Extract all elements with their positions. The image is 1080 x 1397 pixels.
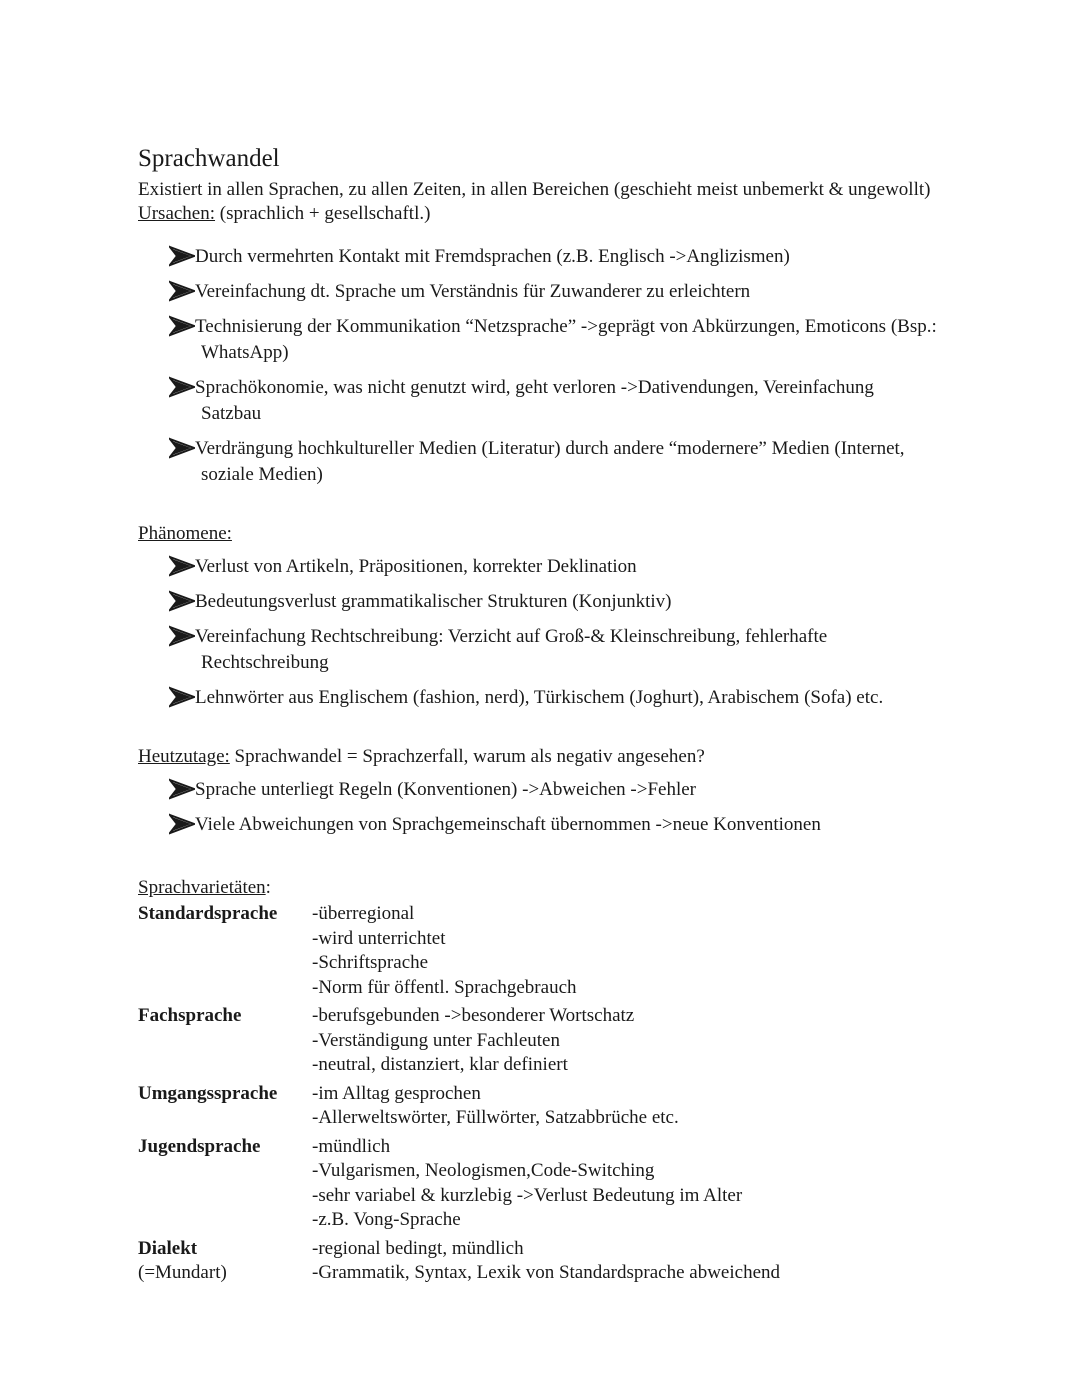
list-item-text: Bedeutungsverlust grammatikalischer Strukturen (Konjunktiv) — [195, 591, 672, 612]
list-item — [138, 314, 938, 366]
arrowhead-bullet-icon — [169, 555, 195, 577]
heutzutage-list — [138, 777, 938, 838]
ursachen-heading — [138, 202, 938, 226]
heutzutage-label: Heutzutage: — [138, 746, 230, 767]
list-item-text: Verlust von Artikeln, Präpositionen, korrekter Deklination — [195, 556, 637, 577]
list-item-text: Durch vermehrten Kontakt mit Fremdsprachen (z.B. Englisch ->Anglizismen) — [195, 246, 790, 267]
list-item — [138, 777, 938, 803]
arrowhead-bullet-icon — [169, 437, 195, 459]
variety-description — [312, 902, 780, 1004]
ursachen-label: Ursachen: — [138, 203, 216, 224]
list-item-text: Vereinfachung dt. Sprache um Verständnis für Zuwanderer zu erleichtern — [195, 281, 751, 302]
page-title: Sprachwandel — [138, 145, 280, 172]
variety-term — [138, 1004, 312, 1082]
list-item — [138, 685, 938, 711]
list-item — [138, 624, 938, 676]
variety-description-line: -Vulgarismen, Neologismen,Code-Switching — [312, 1160, 655, 1181]
variety-description-line: -z.B. Vong-Sprache — [312, 1209, 461, 1230]
variety-description-line: -Norm für öffentl. Sprachgebrauch — [312, 976, 577, 998]
variety-description — [312, 1082, 780, 1135]
arrowhead-bullet-icon — [169, 813, 195, 835]
list-item — [138, 436, 938, 488]
variety-term — [138, 1135, 312, 1237]
arrowhead-bullet-icon — [169, 590, 195, 612]
table-row — [138, 902, 780, 1004]
list-item — [138, 375, 938, 427]
intro-text: Existiert in allen Sprachen, zu allen Zeiten, in allen Bereichen (geschieht meist unbemerkt & ungewollt) — [138, 179, 931, 200]
list-item-text: Verdrängung hochkultureller Medien (Literatur) durch andere “modernere” Medien (Internet, soziale Medien) — [195, 438, 905, 485]
variety-description-line: -überregional — [312, 903, 415, 924]
list-item-text: Lehnwörter aus Englischem (fashion, nerd), Türkischem (Joghurt), Arabischem (Sofa) etc. — [195, 687, 884, 708]
variety-description-line: -neutral, distanziert, klar definiert — [312, 1054, 568, 1075]
arrowhead-bullet-icon — [169, 315, 195, 337]
variety-term-label: Fachsprache — [138, 1005, 242, 1026]
variety-description — [312, 1135, 780, 1237]
variety-description-line: -wird unterrichtet — [312, 927, 446, 949]
ursachen-suffix: (sprachlich + gesellschaftl.) — [215, 203, 431, 224]
variety-term — [138, 1237, 312, 1290]
varietaeten-table — [138, 902, 780, 1290]
variety-description — [312, 1237, 780, 1290]
arrowhead-bullet-icon — [169, 686, 195, 708]
list-item — [138, 589, 938, 615]
arrowhead-bullet-icon — [169, 280, 195, 302]
variety-description-line: -im Alltag gesprochen — [312, 1082, 481, 1104]
variety-term-label: Jugendsprache — [138, 1135, 261, 1157]
heutzutage-suffix: Sprachwandel = Sprachzerfall, warum als negativ angesehen? — [229, 746, 705, 767]
table-row — [138, 1004, 780, 1082]
table-row — [138, 1237, 780, 1290]
variety-term-label: Dialekt — [138, 1237, 198, 1259]
arrowhead-bullet-icon — [169, 376, 195, 398]
variety-term-label: Umgangssprache — [138, 1082, 278, 1104]
varietaeten-colon: : — [265, 877, 271, 898]
variety-term — [138, 1082, 312, 1135]
list-item — [138, 812, 938, 838]
variety-description-line: -mündlich — [312, 1135, 391, 1157]
variety-description-line: -Grammatik, Syntax, Lexik von Standardsprache abweichend — [312, 1262, 780, 1283]
varietaeten-heading — [138, 876, 938, 900]
ursachen-list — [138, 244, 938, 488]
variety-description — [312, 1004, 780, 1082]
list-item — [138, 244, 938, 270]
list-item-text: Vereinfachung Rechtschreibung: Verzicht auf Groß-& Kleinschreibung, fehlerhafte Rechtschreibung — [195, 626, 828, 673]
arrowhead-bullet-icon — [169, 625, 195, 647]
arrowhead-bullet-icon — [169, 245, 195, 267]
variety-description-line: -Verständigung unter Fachleuten — [312, 1029, 560, 1051]
heutzutage-heading — [138, 745, 938, 769]
arrowhead-bullet-icon — [169, 778, 195, 800]
varietaeten-label: Sprachvarietäten — [138, 877, 266, 898]
variety-term — [138, 902, 312, 1004]
variety-description-line: -Allerweltswörter, Füllwörter, Satzabbrüche etc. — [312, 1107, 679, 1128]
variety-term-sub: (=Mundart) — [138, 1262, 227, 1283]
variety-description-line: -regional bedingt, mündlich — [312, 1237, 524, 1259]
document-page — [138, 144, 938, 1290]
list-item — [138, 279, 938, 305]
phaenomene-heading — [138, 522, 938, 546]
variety-description-line: -sehr variabel & kurzlebig ->Verlust Bedeutung im Alter — [312, 1184, 743, 1206]
list-item — [138, 554, 938, 580]
variety-term-label: Standardsprache — [138, 903, 278, 924]
list-item-text: Sprache unterliegt Regeln (Konventionen) ->Abweichen ->Fehler — [195, 779, 697, 800]
table-row — [138, 1082, 780, 1135]
phaenomene-list — [138, 554, 938, 711]
list-item-text: Technisierung der Kommunikation “Netzsprache” ->geprägt von Abkürzungen, Emoticons (Bsp.: WhatsApp) — [195, 316, 937, 363]
variety-description-line: -berufsgebunden ->besonderer Wortschatz — [312, 1005, 635, 1026]
phaenomene-label: Phänomene: — [138, 523, 232, 544]
list-item-text: Viele Abweichungen von Sprachgemeinschaft übernommen ->neue Konventionen — [195, 814, 821, 835]
list-item-text: Sprachökonomie, was nicht genutzt wird, geht verloren ->Dativendungen, Vereinfachung Satzbau — [195, 377, 874, 424]
table-row — [138, 1135, 780, 1237]
variety-description-line: -Schriftsprache — [312, 952, 429, 973]
